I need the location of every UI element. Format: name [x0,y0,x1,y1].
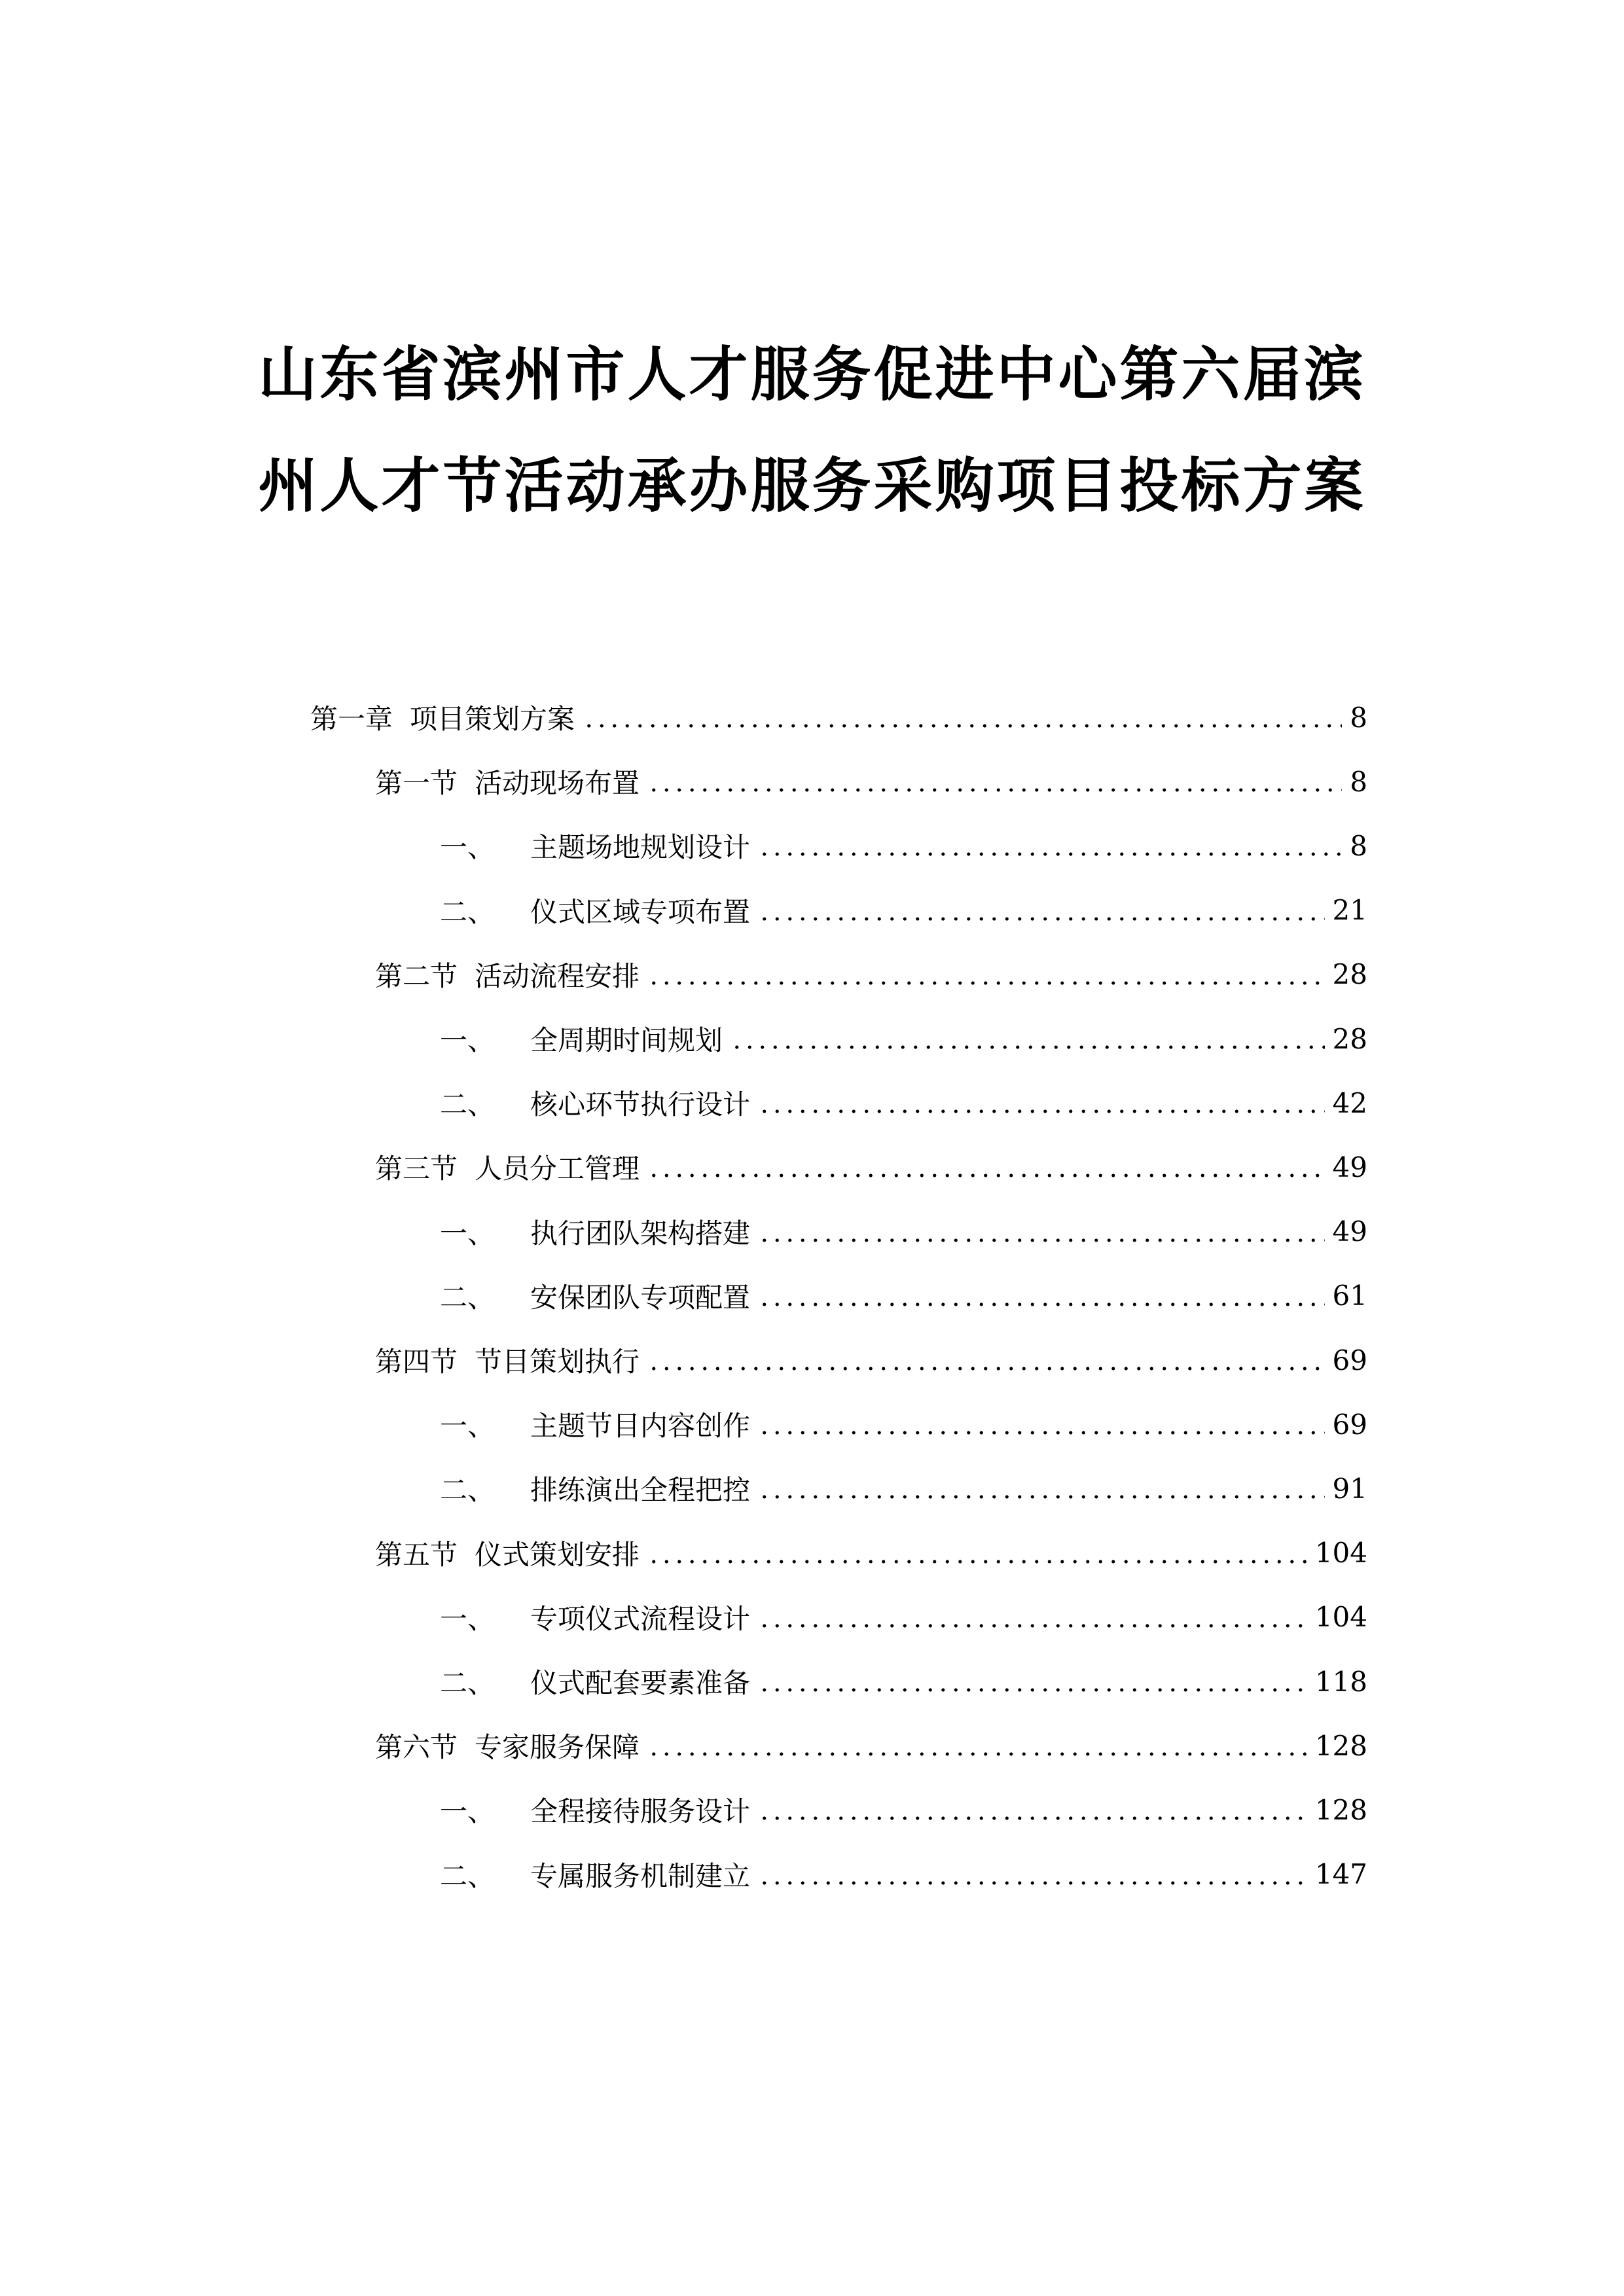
toc-entry-number: 一、 [440,831,496,864]
toc-entry-title: 排练演出全程把控 [530,1474,751,1507]
toc-page-number: 69 [1332,1408,1367,1441]
toc-entry-title: 全周期时间规划 [530,1024,723,1056]
toc-entry[interactable] [375,1141,1367,1193]
toc-entry-title: 执行团队架构搭建 [530,1217,751,1249]
toc-entry-title: 专属服务机制建立 [530,1859,751,1892]
toc-entry-title: 活动现场布置 [475,767,640,800]
toc-dot-leader [647,1541,1307,1576]
toc-entry[interactable] [440,1848,1367,1901]
toc-dot-leader [758,1669,1307,1704]
toc-entry[interactable] [440,1206,1367,1258]
toc-dot-leader [647,962,1325,997]
toc-page-number: 61 [1332,1280,1367,1312]
toc-entry-title: 仪式策划安排 [475,1538,640,1571]
toc-page-number: 8 [1350,765,1367,798]
toc-page-number: 42 [1332,1086,1367,1119]
title-line: 州人才节活动承办服务采购项目投标方案 [258,452,1366,520]
toc-entry[interactable] [440,1655,1367,1708]
toc-entry[interactable] [310,691,1367,744]
toc-entry-number: 第一节 [375,767,458,800]
toc-entry[interactable] [440,1013,1367,1065]
toc-page-number: 69 [1332,1344,1367,1376]
toc-page-number: 49 [1332,1215,1367,1248]
toc-entry[interactable] [375,1719,1367,1772]
toc-dot-leader [758,1090,1325,1126]
toc-entry-number: 一、 [440,1795,496,1828]
toc-entry[interactable] [440,819,1367,872]
toc-entry-number: 一、 [440,1217,496,1249]
toc-dot-leader [647,1348,1325,1383]
toc-dot-leader [758,833,1342,869]
toc-dot-leader [583,705,1342,740]
toc-entry[interactable] [440,1591,1367,1643]
toc-page-number: 91 [1332,1472,1367,1505]
toc-page-number: 128 [1314,1729,1367,1762]
toc-entry-number: 第四节 [375,1346,458,1378]
toc-entry-number: 二、 [440,1474,496,1507]
toc-dot-leader [758,1283,1325,1319]
toc-page-number: 128 [1314,1793,1367,1826]
toc-entry[interactable] [440,1077,1367,1129]
toc-dot-leader [758,1219,1325,1255]
toc-entry-number: 二、 [440,895,496,928]
toc-entry-number: 第六节 [375,1731,458,1764]
toc-page-number: 21 [1332,894,1367,927]
toc-entry-title: 仪式配套要素准备 [530,1667,751,1699]
toc-entry-number: 一、 [440,1024,496,1056]
toc-entry-number: 二、 [440,1281,496,1314]
toc-entry-title: 全程接待服务设计 [530,1795,751,1828]
toc-entry-number: 二、 [440,1667,496,1699]
toc-entry-number: 第五节 [375,1538,458,1571]
toc-page-number: 118 [1314,1665,1367,1698]
toc-entry[interactable] [440,1462,1367,1515]
toc-entry-title: 安保团队专项配置 [530,1281,751,1314]
toc-dot-leader [647,1155,1325,1190]
toc-entry[interactable] [375,755,1367,808]
toc-entry-number: 一、 [440,1410,496,1443]
toc-entry-number: 第三节 [375,1153,458,1185]
toc-entry[interactable] [375,948,1367,1001]
toc-entry-number: 第二节 [375,960,458,992]
toc-entry[interactable] [375,1527,1367,1579]
toc-dot-leader [758,1797,1307,1833]
toc-dot-leader [758,1862,1307,1897]
toc-entry-title: 仪式区域专项布置 [530,895,751,928]
toc-dot-leader [758,1412,1325,1447]
toc-entry-title: 人员分工管理 [475,1153,640,1185]
toc-entry-number: 二、 [440,1859,496,1892]
toc-dot-leader [758,898,1325,933]
toc-entry-number: 第一章 [310,703,393,735]
toc-entry-title: 项目策划方案 [410,703,575,735]
toc-entry-number: 二、 [440,1088,496,1121]
toc-page-number: 104 [1314,1601,1367,1634]
toc-entry-title: 节目策划执行 [475,1346,640,1378]
toc-entry-title: 主题场地规划设计 [530,831,751,864]
toc-entry[interactable] [440,1784,1367,1836]
toc-page-number: 28 [1332,1022,1367,1055]
toc-entry-title: 专项仪式流程设计 [530,1602,751,1635]
toc-page-number: 147 [1314,1858,1367,1891]
toc-dot-leader [731,1026,1325,1062]
title-line: 山东省滨州市人才服务促进中心第六届滨 [258,340,1366,409]
toc-entry-number: 一、 [440,1602,496,1635]
toc-page-number: 28 [1332,958,1367,991]
toc-dot-leader [758,1605,1307,1640]
toc-dot-leader [647,1733,1307,1768]
toc-page-number: 8 [1350,701,1367,734]
toc-entry[interactable] [440,884,1367,937]
toc-dot-leader [758,1476,1325,1511]
toc-entry[interactable] [440,1398,1367,1450]
toc-dot-leader [647,769,1342,804]
toc-entry-title: 专家服务保障 [475,1731,640,1764]
toc-page-number: 104 [1314,1537,1367,1570]
toc-entry-title: 主题节目内容创作 [530,1410,751,1443]
toc-entry[interactable] [440,1270,1367,1322]
toc-entry[interactable] [375,1334,1367,1386]
toc-entry-title: 活动流程安排 [475,960,640,992]
document-title [196,319,1428,542]
toc-entry-title: 核心环节执行设计 [530,1088,751,1121]
toc-page-number: 49 [1332,1151,1367,1183]
toc-page-number: 8 [1350,829,1367,862]
